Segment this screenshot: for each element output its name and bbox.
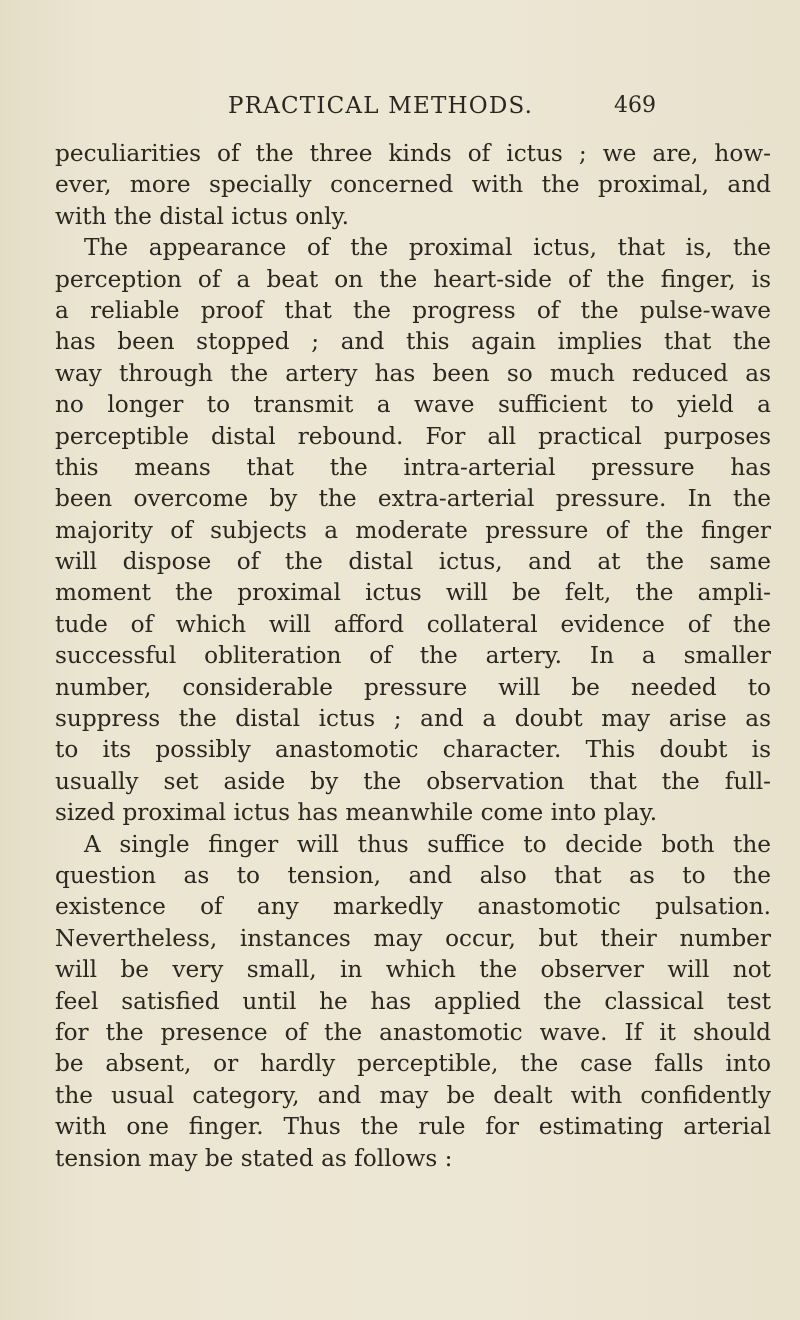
text-line: to its possibly anastomotic character. This doubt is (55, 736, 771, 764)
text-line: number, considerable pressure will be needed to (55, 673, 771, 701)
text-line: will be very small, in which the observer will not (55, 956, 771, 984)
text-line: majority of subjects a moderate pressure of the finger (55, 516, 771, 544)
text-line: with one finger. Thus the rule for estimating arterial (55, 1113, 771, 1141)
text-line: A single finger will thus suffice to decide both the (84, 830, 771, 858)
running-head: PRACTICAL METHODS. (228, 93, 534, 119)
text-line: moment the proximal ictus will be felt, the ampli- (55, 579, 771, 607)
text-line: no longer to transmit a wave sufficient to yield a (55, 391, 771, 419)
text-line: suppress the distal ictus ; and a doubt may arise as (55, 705, 771, 733)
text-line: the usual category, and may be dealt with confidently (55, 1081, 771, 1109)
text-line: ever, more specially concerned with the proximal, and (55, 171, 771, 199)
text-line: existence of any markedly anastomotic pulsation. (55, 893, 771, 921)
text-line: be absent, or hardly perceptible, the case falls into (55, 1050, 771, 1078)
text-line: peculiarities of the three kinds of ictus ; we are, how- (55, 140, 771, 167)
text-line: been overcome by the extra-arterial pressure. In the (55, 485, 771, 513)
page-header (228, 88, 656, 124)
body-text (55, 138, 771, 1174)
text-line: sized proximal ictus has meanwhile come into play. (55, 799, 658, 827)
page-number: 469 (614, 93, 656, 118)
text-line: usually set aside by the observation that the full- (55, 767, 771, 795)
text-line: a reliable proof that the progress of the pulse-wave (55, 296, 771, 324)
text-line: perception of a beat on the heart-side of the finger, is (55, 265, 771, 293)
text-line: way through the artery has been so much reduced as (55, 359, 771, 387)
text-line: Nevertheless, instances may occur, but their number (55, 924, 771, 952)
text-line: perceptible distal rebound. For all practical purposes (55, 422, 771, 450)
text-line: has been stopped ; and this again implies that the (55, 328, 771, 356)
text-line: question as to tension, and also that as to the (55, 861, 771, 889)
text-line: successful obliteration of the artery. In a smaller (55, 642, 771, 670)
text-line: will dispose of the distal ictus, and at the same (55, 548, 771, 576)
text-line: this means that the intra-arterial pressure has (55, 453, 771, 481)
text-line: tension may be stated as follows : (55, 1144, 453, 1172)
text-line: with the distal ictus only. (55, 202, 349, 230)
text-line: tude of which will afford collateral evidence of the (55, 610, 771, 638)
text-line: The appearance of the proximal ictus, that is, the (84, 234, 771, 262)
text-line: feel satisfied until he has applied the classical test (55, 987, 771, 1015)
text-line: for the presence of the anastomotic wave. If it should (55, 1018, 771, 1046)
